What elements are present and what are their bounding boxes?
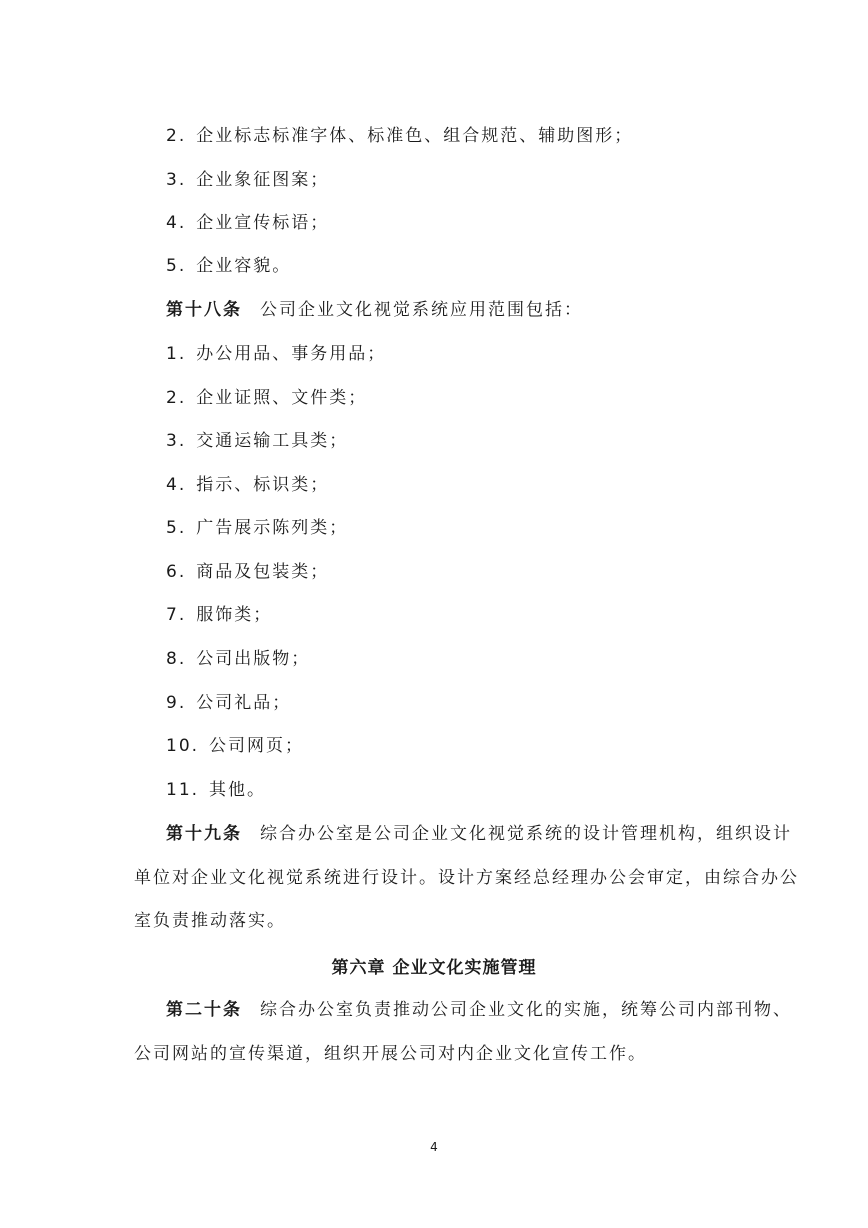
- article-text: 综合办公室负责推动公司企业文化的实施，统筹公司内部刊物、: [260, 1000, 792, 1020]
- article-19-line-3: 室负责推动落实。: [134, 911, 286, 931]
- list-item-number: 11.: [166, 780, 200, 800]
- list-item-text: 企业容貌。: [196, 256, 292, 276]
- list-item-number: 8.: [166, 649, 187, 669]
- list-item-text: 企业象征图案；: [196, 170, 330, 190]
- list-item-number: 9.: [166, 693, 187, 713]
- list-item: [166, 734, 304, 758]
- list-item: [166, 386, 367, 410]
- list-item-number: 2.: [166, 388, 187, 408]
- list-item-number: 10.: [166, 736, 200, 756]
- list-item: [166, 211, 329, 235]
- list-item: [166, 473, 329, 497]
- list-item-text: 企业证照、文件类；: [196, 388, 368, 408]
- list-item-text: 企业标志标准字体、标准色、组合规范、辅助图形；: [196, 126, 634, 146]
- article-text: 综合办公室是公司企业文化视觉系统的设计管理机构，组织设计: [260, 824, 792, 844]
- list-item-number: 2.: [166, 126, 187, 146]
- list-item: [166, 560, 329, 584]
- list-item-number: 3.: [166, 170, 187, 190]
- list-item-text: 公司礼品；: [196, 693, 292, 713]
- list-item: [166, 124, 633, 148]
- list-item-number: 3.: [166, 431, 187, 451]
- article-18: [166, 298, 583, 322]
- list-item-number: 7.: [166, 605, 187, 625]
- list-item-number: 6.: [166, 562, 187, 582]
- list-item: [166, 603, 272, 627]
- article-20-line-1: [166, 998, 792, 1022]
- article-20-line-2: 公司网站的宣传渠道，组织开展公司对内企业文化宣传工作。: [134, 1044, 647, 1064]
- list-item: [166, 429, 348, 453]
- list-item-number: 4.: [166, 475, 187, 495]
- list-item: [166, 691, 291, 715]
- list-item-text: 交通运输工具类；: [196, 431, 349, 451]
- list-item-number: 5.: [166, 518, 187, 538]
- article-19-line-2: 单位对企业文化视觉系统进行设计。设计方案经总经理办公会审定，由综合办公: [134, 868, 799, 888]
- article-19-line-1: [166, 822, 792, 846]
- list-item-number: 4.: [166, 213, 187, 233]
- list-item-number: 5.: [166, 256, 187, 276]
- article-text: 公司企业文化视觉系统应用范围包括：: [260, 300, 583, 320]
- list-item-text: 公司出版物；: [196, 649, 311, 669]
- list-item-text: 办公用品、事务用品；: [196, 344, 387, 364]
- list-item: [166, 647, 310, 671]
- list-item: [166, 342, 386, 366]
- list-item: [166, 168, 329, 192]
- list-item-text: 公司网页；: [209, 736, 305, 756]
- article-heading: 第十九条: [166, 824, 242, 844]
- list-item-text: 指示、标识类；: [196, 475, 330, 495]
- list-item: [166, 516, 348, 540]
- article-heading: 第二十条: [166, 1000, 242, 1020]
- list-item: [166, 254, 291, 278]
- list-item-text: 广告展示陈列类；: [196, 518, 349, 538]
- chapter-heading: 第六章 企业文化实施管理: [331, 958, 537, 978]
- page-number: 4: [430, 1140, 438, 1154]
- list-item-text: 商品及包装类；: [196, 562, 330, 582]
- list-item-text: 企业宣传标语；: [196, 213, 330, 233]
- article-heading: 第十八条: [166, 300, 242, 320]
- list-item-text: 服饰类；: [196, 605, 273, 625]
- list-item-number: 1.: [166, 344, 187, 364]
- list-item-text: 其他。: [209, 780, 267, 800]
- list-item: [166, 778, 266, 802]
